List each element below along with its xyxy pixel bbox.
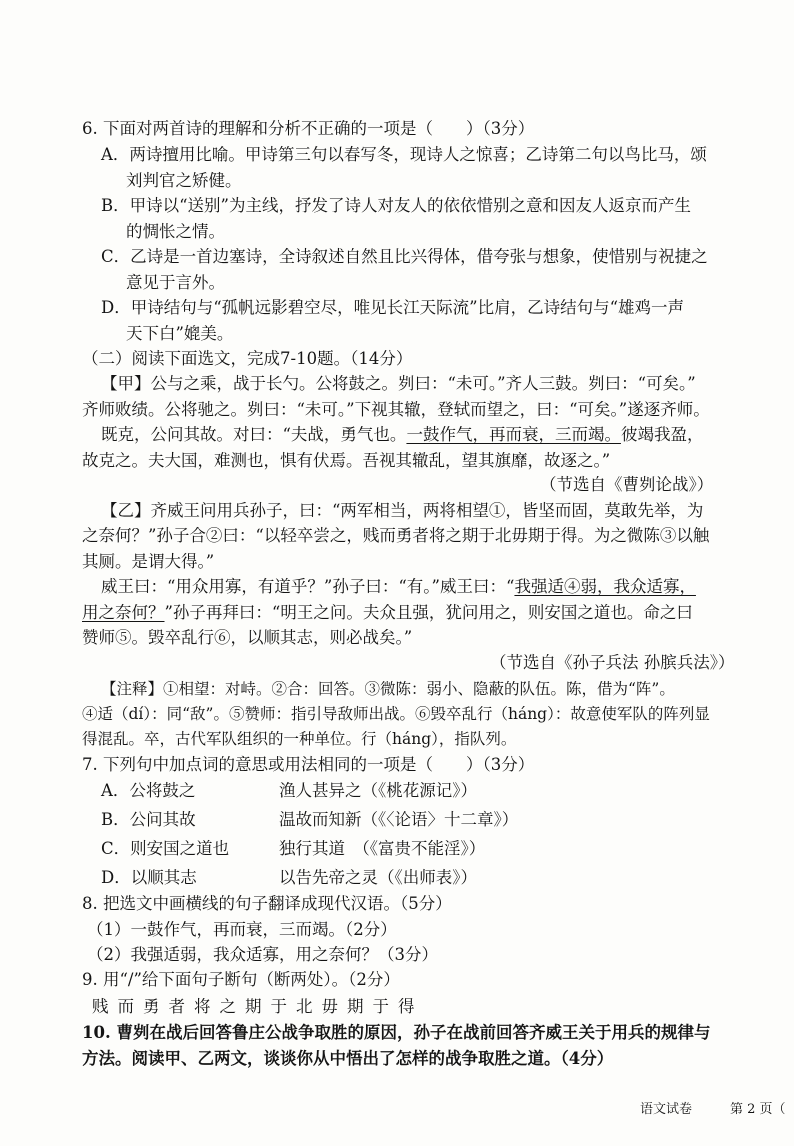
q9-sentence: 贱而勇者将之期于北毋期于得 — [92, 997, 424, 1016]
jia-underlined-sentence: 一鼓作气，再而衰，三而竭。 — [406, 425, 621, 444]
q6-option-c-line2: 意见于言外。 — [126, 273, 225, 292]
jia-source: （节选自《曹刿论战》） — [540, 475, 714, 494]
q8-stem: 8. 把选文中画横线的句子翻译成现代汉语。（5分） — [82, 894, 452, 913]
q8-sentence-2: （2）我强适弱，我众适寡，用之奈何？（3分） — [87, 945, 438, 964]
jia-line1: 【甲】公与之乘，战于长勺。公将鼓之。刿曰：“未可。”齐人三鼓。刿曰：“可矣。” — [101, 374, 696, 393]
jia-line2: 齐师败绩。公将驰之。刿曰：“未可。”下视其辙，登轼而望之，曰：“可矣。”遂逐齐师。 — [82, 400, 710, 419]
q9-stem: 9. 用“/”给下面句子断句（断两处）。（2分） — [82, 970, 400, 989]
yi-line5-end: ”孙子再拜曰：“明王之问。夫众且强，犹问用之，则安国之道也。命之曰 — [164, 603, 693, 622]
section2-heading: （二）阅读下面选文，完成7-10题。（14分） — [82, 349, 413, 368]
yi-line3: 其厕。是谓大得。” — [82, 552, 215, 571]
q7-option-c-left: C．则安国之道也 — [101, 839, 230, 858]
q7-option-a-right: 渔人甚异之（《桃花源记》） — [279, 781, 477, 800]
q10-line2: 方法。阅读甲、乙两文，谈谈你从中悟出了怎样的战争取胜之道。（4分） — [82, 1049, 614, 1068]
jia-line3 — [101, 424, 703, 446]
q6-option-d-line2: 天下白”媲美。 — [126, 324, 234, 343]
notes-line1: 【注释】①相望：对峙。②合：回答。③微陈：弱小、隐蔽的队伍。陈，借为“阵”。 — [101, 680, 675, 698]
yi-underlined-sentence-part2: 用之奈何？ — [82, 603, 165, 622]
q6-option-b-line1: B．甲诗以“送别”为主线，抒发了诗人对友人的依依惜别之意和因友人返京而产生 — [101, 196, 691, 215]
footer-page-number: 第 2 页（ — [730, 1102, 786, 1117]
footer-subject: 语文试卷 — [640, 1102, 693, 1117]
q7-option-d-left: D．以顺其志 — [101, 868, 197, 887]
yi-line4 — [101, 576, 696, 598]
q6-option-c-line1: C．乙诗是一首边塞诗，全诗叙述自然且比兴得体，借夸张与想象，使惜别与祝捷之 — [101, 247, 708, 266]
yi-line1: 【乙】齐威王问用兵孙子，曰：“两军相当，两将相望①，皆坚而固，莫敢先举，为 — [101, 501, 704, 520]
yi-source: （节选自《孙子兵法 孙膑兵法》） — [490, 653, 735, 672]
q7-option-a-left: A．公将鼓之 — [101, 781, 196, 800]
q7-option-b-left: B．公问其故 — [101, 810, 196, 829]
q7-stem: 7. 下列句中加点词的意思或用法相同的一项是（ ）（3分） — [82, 755, 535, 774]
q6-option-a-line1: A．两诗擅用比喻。甲诗第三句以春写冬，现诗人之惊喜；乙诗第二句以鸟比马，颂 — [101, 145, 707, 164]
notes-line3: 得混乱。卒，古代军队组织的一种单位。行（háng），指队列。 — [82, 730, 517, 748]
q6-option-a-line2: 刘判官之矫健。 — [126, 171, 242, 190]
q7-option-b-right: 温故而知新（《〈论语〉十二章》） — [279, 810, 519, 829]
q7-option-d-right: 以告先帝之灵（《出师表》） — [279, 868, 477, 887]
yi-line6: 赞师⑤。毁卒乱行⑥，以顺其志，则必战矣。” — [82, 628, 413, 647]
yi-line5 — [82, 602, 693, 624]
jia-line3-end: 彼竭我盈， — [620, 425, 704, 444]
jia-line3-start: 既克，公问其故。对曰：“夫战，勇气也。 — [101, 425, 407, 444]
q6-option-b-line2: 的惆怅之情。 — [126, 222, 225, 241]
q6-option-d-line1: D．甲诗结句与“孤帆远影碧空尽，唯见长江天际流”比肩，乙诗结句与“雄鸡一声 — [101, 298, 685, 317]
notes-line2: ④适（dí）：同“敌”。⑤赞师：指引导敌师出战。⑥毁卒乱行（háng）：故意使军队的阵列显 — [82, 705, 710, 723]
jia-line4: 故克之。夫大国，难测也，惧有伏焉。吾视其辙乱，望其旗靡，故逐之。” — [82, 451, 611, 470]
yi-line4-start: 威王曰：“用众用寡，有道乎？”孙子曰：“有。”威王曰：“ — [101, 577, 515, 596]
yi-underlined-sentence-part1: 我强适④弱，我众适寡， — [514, 577, 696, 596]
q8-sentence-1: （1）一鼓作气，再而衰，三而竭。（2分） — [87, 920, 397, 939]
q7-option-c-right: 独行其道 （《富贵不能淫》） — [279, 839, 486, 858]
q10-line1: 10. 曹刿在战后回答鲁庄公战争取胜的原因，孙子在战前回答齐威王关于用兵的规律与 — [82, 1023, 711, 1042]
yi-line2: 之奈何？”孙子合②曰：“以轻卒尝之，贱而勇者将之期于北毋期于得。为之微陈③以触 — [82, 526, 710, 545]
q6-stem: 6. 下面对两首诗的理解和分析不正确的一项是（ ）（3分） — [82, 119, 535, 138]
